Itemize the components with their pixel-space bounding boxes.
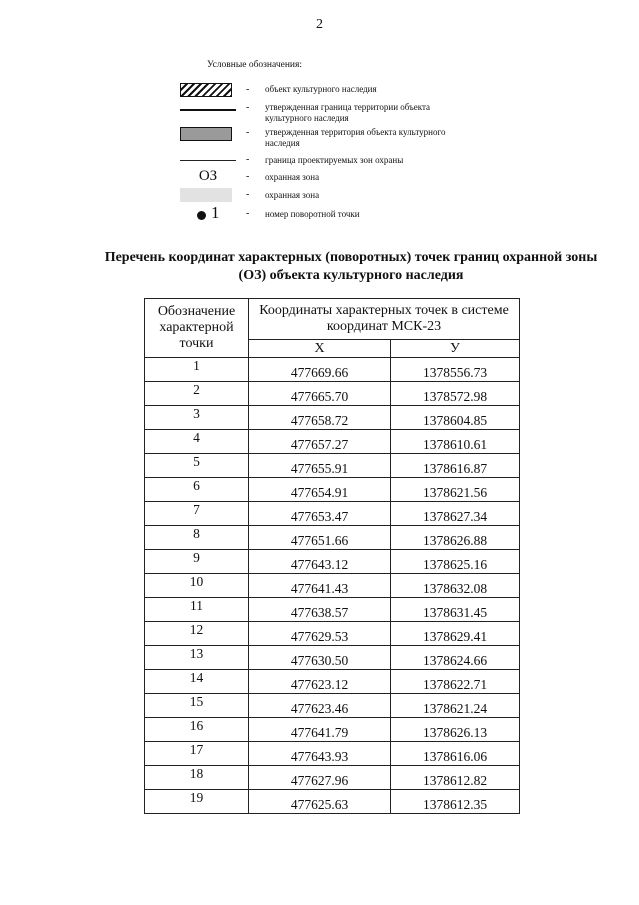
- y-coordinate-cell: 1378624.66: [391, 646, 520, 670]
- y-coordinate-cell: 1378616.06: [391, 742, 520, 766]
- document-heading: Перечень координат характерных (поворотных) точек границ охранной зоны (ОЗ) объекта культурного наследия: [104, 250, 598, 283]
- legend-label: граница проектируемых зон охраны: [265, 155, 404, 165]
- legend-dash: -: [246, 102, 250, 113]
- legend-label: утвержденная граница территории объекта культурного наследия: [265, 102, 431, 123]
- y-coordinate-cell: 1378604.85: [391, 406, 520, 430]
- legend-label: охранная зона: [265, 172, 320, 182]
- table-row: [145, 478, 520, 502]
- table-row: [145, 790, 520, 814]
- legend-title: Условные обозначения:: [207, 60, 303, 70]
- x-coordinate-cell: 477654.91: [249, 478, 391, 502]
- table-row: [145, 622, 520, 646]
- point-number-cell: 11: [145, 598, 249, 622]
- point-number-cell: 15: [145, 694, 249, 718]
- point-number-cell: 10: [145, 574, 249, 598]
- header-coordinates: Координаты характерных точек в системе координат МСК-23: [249, 299, 520, 340]
- y-coordinate-cell: 1378632.08: [391, 574, 520, 598]
- header-y: У: [391, 340, 520, 358]
- table-row: [145, 742, 520, 766]
- point-number-cell: 5: [145, 454, 249, 478]
- legend-label: номер поворотной точки: [265, 209, 360, 219]
- legend-dash: -: [246, 84, 250, 95]
- legend-dash: -: [246, 208, 250, 219]
- point-number-cell: 8: [145, 526, 249, 550]
- x-coordinate-cell: 477665.70: [249, 382, 391, 406]
- x-coordinate-cell: 477641.43: [249, 574, 391, 598]
- y-coordinate-cell: 1378631.45: [391, 598, 520, 622]
- x-coordinate-cell: 477643.93: [249, 742, 391, 766]
- point-number-cell: 7: [145, 502, 249, 526]
- x-coordinate-cell: 477630.50: [249, 646, 391, 670]
- table-row: [145, 526, 520, 550]
- table-row: [145, 382, 520, 406]
- point-number-cell: 18: [145, 766, 249, 790]
- y-coordinate-cell: 1378622.71: [391, 670, 520, 694]
- y-coordinate-cell: 1378610.61: [391, 430, 520, 454]
- point-number-cell: 1: [145, 358, 249, 382]
- point-number-cell: 6: [145, 478, 249, 502]
- x-coordinate-cell: 477651.66: [249, 526, 391, 550]
- point-number-cell: 17: [145, 742, 249, 766]
- legend-dash: -: [246, 127, 250, 138]
- table-row: [145, 454, 520, 478]
- point-number-cell: 12: [145, 622, 249, 646]
- light-gray-box-icon: [180, 186, 236, 206]
- table-row: [145, 574, 520, 598]
- x-coordinate-cell: 477669.66: [249, 358, 391, 382]
- legend-dash: -: [246, 154, 250, 165]
- point-number-cell: 9: [145, 550, 249, 574]
- point-number-cell: 13: [145, 646, 249, 670]
- x-coordinate-cell: 477629.53: [249, 622, 391, 646]
- y-coordinate-cell: 1378612.82: [391, 766, 520, 790]
- table-row: [145, 430, 520, 454]
- thick-line-icon: [180, 100, 236, 120]
- header-x: Х: [249, 340, 391, 358]
- x-coordinate-cell: 477627.96: [249, 766, 391, 790]
- point-number-cell: 2: [145, 382, 249, 406]
- table-row: [145, 598, 520, 622]
- page-number: 2: [316, 17, 323, 32]
- y-coordinate-cell: 1378572.98: [391, 382, 520, 406]
- y-coordinate-cell: 1378629.41: [391, 622, 520, 646]
- table-row: [145, 550, 520, 574]
- y-coordinate-cell: 1378626.13: [391, 718, 520, 742]
- point-number-cell: 4: [145, 430, 249, 454]
- legend-dash: -: [246, 171, 250, 182]
- header-point-designation: Обозначение характерной точки: [145, 299, 249, 358]
- gray-box-icon: [180, 125, 236, 145]
- table-row: [145, 670, 520, 694]
- point-number-cell: 3: [145, 406, 249, 430]
- y-coordinate-cell: 1378621.24: [391, 694, 520, 718]
- y-coordinate-cell: 1378625.16: [391, 550, 520, 574]
- table-row: [145, 694, 520, 718]
- y-coordinate-cell: 1378627.34: [391, 502, 520, 526]
- zone-code-label: ОЗ: [198, 168, 218, 184]
- x-coordinate-cell: 477657.27: [249, 430, 391, 454]
- table-row: [145, 406, 520, 430]
- point-number-cell: 16: [145, 718, 249, 742]
- x-coordinate-cell: 477623.12: [249, 670, 391, 694]
- point-number-cell: 14: [145, 670, 249, 694]
- point-marker-icon: 1: [180, 205, 236, 225]
- y-coordinate-cell: 1378616.87: [391, 454, 520, 478]
- x-coordinate-cell: 477658.72: [249, 406, 391, 430]
- table-row: [145, 502, 520, 526]
- legend-dash: -: [246, 189, 250, 200]
- y-coordinate-cell: 1378626.88: [391, 526, 520, 550]
- table-row: [145, 766, 520, 790]
- x-coordinate-cell: 477653.47: [249, 502, 391, 526]
- y-coordinate-cell: 1378556.73: [391, 358, 520, 382]
- x-coordinate-cell: 477623.46: [249, 694, 391, 718]
- table-row: [145, 718, 520, 742]
- point-number-cell: 19: [145, 790, 249, 814]
- legend-label: утвержденная территория объекта культурного наследия: [265, 127, 446, 148]
- legend-label: объект культурного наследия: [265, 84, 377, 94]
- x-coordinate-cell: 477643.12: [249, 550, 391, 574]
- x-coordinate-cell: 477638.57: [249, 598, 391, 622]
- y-coordinate-cell: 1378621.56: [391, 478, 520, 502]
- legend-label: охранная зона: [265, 190, 320, 200]
- coordinates-table: [144, 298, 520, 814]
- x-coordinate-cell: 477625.63: [249, 790, 391, 814]
- x-coordinate-cell: 477641.79: [249, 718, 391, 742]
- y-coordinate-cell: 1378612.35: [391, 790, 520, 814]
- table-row: [145, 358, 520, 382]
- hatched-box-icon: [180, 81, 236, 101]
- x-coordinate-cell: 477655.91: [249, 454, 391, 478]
- table-row: [145, 646, 520, 670]
